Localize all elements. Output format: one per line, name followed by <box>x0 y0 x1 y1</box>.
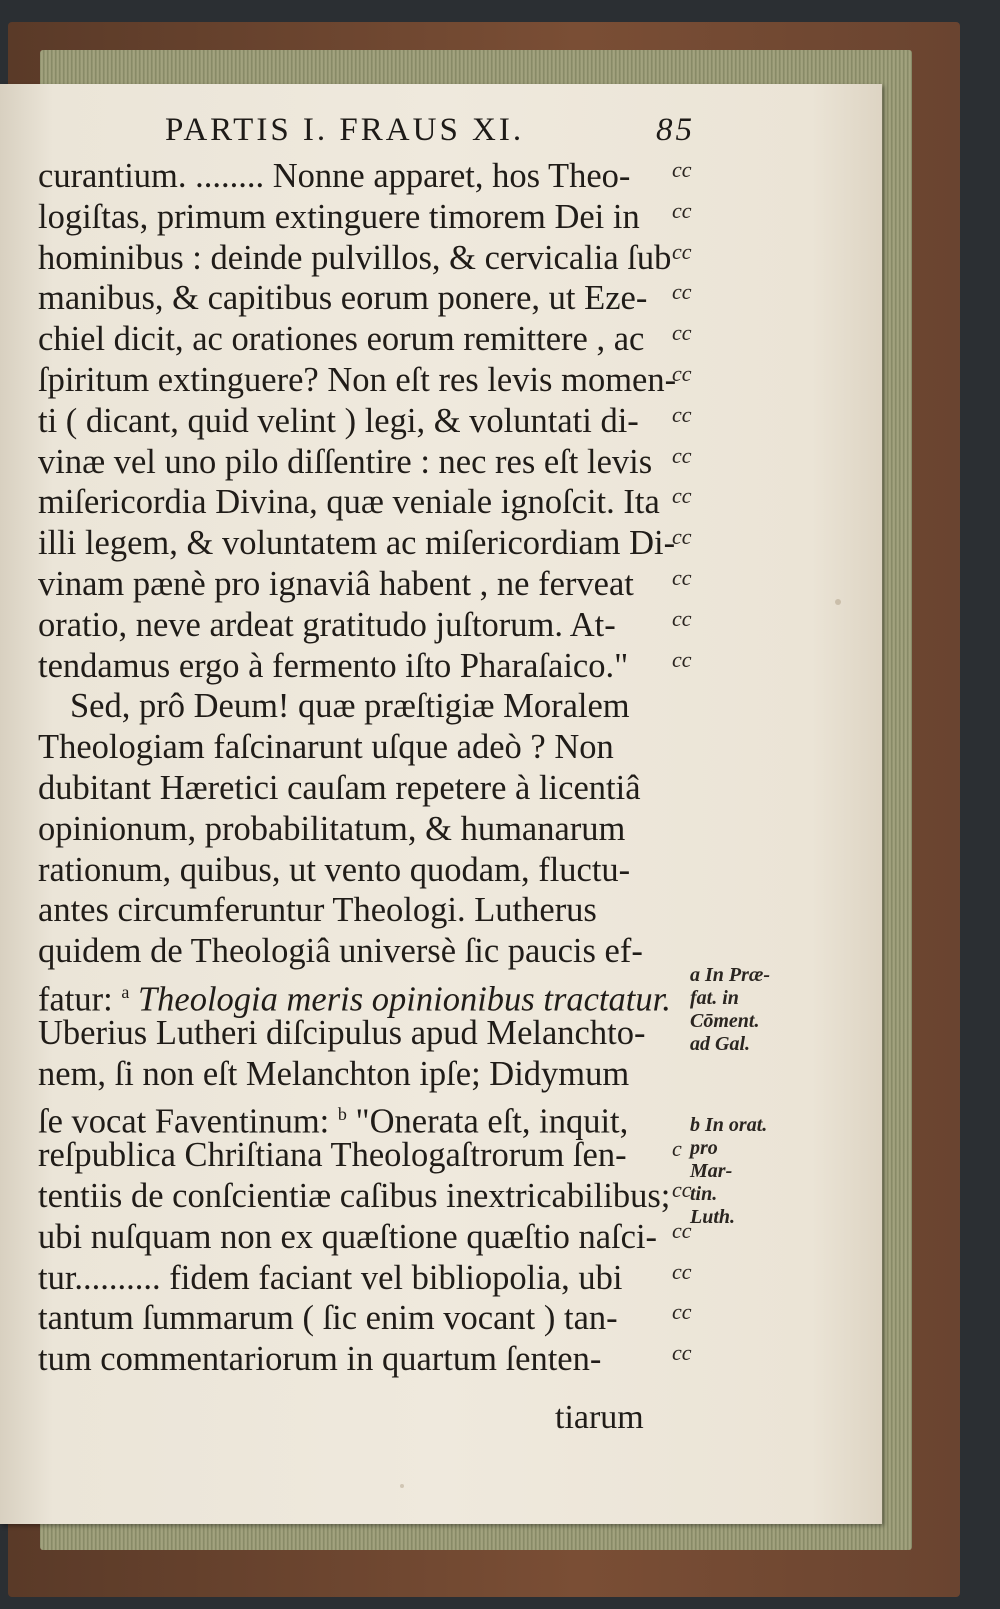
line-text: dubitant Hæretici cauſam repetere à licentiâ <box>38 768 641 807</box>
text-line <box>38 564 692 605</box>
text-line <box>38 1217 692 1258</box>
text-line <box>38 442 692 483</box>
line-text: tentiis de conſcientiæ caſibus inextricabilibus; <box>38 1176 671 1215</box>
quotation-mark: cc <box>672 483 692 509</box>
text-line <box>38 401 692 442</box>
line-text: ſe vocat Faventinum: <box>38 1102 330 1141</box>
body-text <box>38 156 692 1380</box>
margin-note-line: a In Præ- <box>690 964 771 986</box>
margin-note-line: b In orat. <box>690 1114 768 1136</box>
line-text: Theologiam faſcinarunt uſque adeò ? Non <box>38 728 614 767</box>
text-line <box>38 319 692 360</box>
margin-note-line: fat. in <box>690 987 739 1009</box>
line-text: manibus, & capitibus eorum ponere, ut Eze- <box>38 279 648 318</box>
text-line <box>38 197 692 238</box>
text-line <box>38 1339 692 1380</box>
page-number: 85 <box>656 112 695 148</box>
paper-spot <box>835 599 841 605</box>
text-line <box>38 931 676 972</box>
margin-note-line: pro <box>690 1137 718 1159</box>
margin-note-line: ad Gal. <box>690 1033 750 1055</box>
line-text: ſpiritum extinguere? Non eſt res levis momen- <box>38 360 677 399</box>
quotation-mark: c <box>672 1136 682 1162</box>
text-line <box>38 850 676 891</box>
quotation-mark: cc <box>672 646 692 672</box>
text-line <box>38 1258 692 1299</box>
text-line <box>38 1013 676 1054</box>
line-text: antes circumferuntur Theologi. Lutherus <box>38 891 597 930</box>
line-text: logiſtas, primum extinguere timorem Dei in <box>38 197 640 236</box>
text-line <box>38 1054 676 1095</box>
margin-note-a <box>690 964 800 1056</box>
quotation-mark: cc <box>672 564 692 590</box>
line-text: tendamus ergo à fermento iſto Pharaſaico." <box>38 646 629 685</box>
footnote-marker: b <box>337 1104 347 1125</box>
text-line <box>38 1176 692 1217</box>
line-text: curantium. ........ Nonne apparet, hos Theo- <box>38 157 631 195</box>
line-text: tur.......... fidem faciant vel bibliopolia, ubi <box>38 1258 623 1297</box>
text-line <box>38 727 676 768</box>
text-line <box>38 1135 682 1176</box>
catchword: tiarum <box>555 1399 644 1436</box>
line-text: fatur: <box>38 980 113 1019</box>
italic-quote: Theologia meris opinionibus tractatur. <box>137 980 671 1019</box>
margin-note-line: Mar- <box>690 1160 733 1182</box>
line-text: Sed, prô Deum! quæ præſtigiæ Moralem <box>70 687 630 726</box>
line-text: nem, ſi non eſt Melanchton ipſe; Didymum <box>38 1054 630 1093</box>
header-title: PARTIS I. FRAUS XI. <box>165 112 525 148</box>
line-text: miſericordia Divina, quæ veniale ignoſcit. Ita <box>38 483 660 522</box>
quotation-mark: cc <box>672 442 692 468</box>
text-line <box>38 1094 676 1141</box>
quotation-mark: cc <box>672 238 692 264</box>
text-line <box>38 278 692 319</box>
running-header <box>165 112 695 149</box>
margin-note-line: Cōment. <box>690 1010 760 1032</box>
text-line <box>38 360 692 401</box>
quotation-mark: cc <box>672 524 692 550</box>
line-text: chiel dicit, ac orationes eorum remittere , ac <box>38 320 645 359</box>
line-text: vinæ vel uno pilo diſſentire : nec res eſt levis <box>38 442 653 481</box>
line-text: tum commentariorum in quartum ſenten- <box>38 1340 602 1379</box>
text-line <box>38 809 676 850</box>
line-text: ubi nuſquam non ex quæſtione quæſtio naſci- <box>38 1217 658 1256</box>
margin-note-line: tin. <box>690 1183 718 1205</box>
quotation-mark: cc <box>672 320 692 346</box>
text-line <box>38 1298 692 1339</box>
quotation-mark: cc <box>672 1340 692 1366</box>
quotation-mark: cc <box>672 605 692 631</box>
line-text: reſpublica Chriſtiana Theologaſtrorum ſen- <box>38 1136 627 1175</box>
line-text: vinam pænè pro ignaviâ habent , ne ferveat <box>38 564 634 603</box>
text-line <box>38 523 692 564</box>
quotation-mark: cc <box>672 1217 692 1243</box>
text-line <box>38 768 676 809</box>
line-text: ti ( dicant, quid velint ) legi, & voluntati di- <box>38 401 639 440</box>
line-text: Uberius Lutheri diſcipulus apud Melanchto- <box>38 1013 646 1052</box>
line-text: rationum, quibus, ut vento quodam, fluctu- <box>38 850 631 889</box>
line-text: oratio, neve ardeat gratitudo juſtorum. At- <box>38 605 616 644</box>
paper-spot <box>400 1484 404 1488</box>
line-text: opinionum, probabilitatum, & humanarum <box>38 809 626 848</box>
quotation-mark: cc <box>672 1299 692 1325</box>
quotation-mark: cc <box>672 157 692 182</box>
text-line <box>38 686 676 727</box>
line-text: illi legem, & voluntatem ac miſericordiam Di- <box>38 524 676 563</box>
line-text: hominibus : deinde pulvillos, & cervicalia ſub <box>38 238 672 277</box>
book-page <box>0 84 882 1524</box>
text-line <box>38 238 692 279</box>
quotation-mark: cc <box>672 360 692 386</box>
quotation-mark: cc <box>672 197 692 223</box>
text-line <box>38 890 676 931</box>
text-line <box>38 972 676 1019</box>
text-line <box>38 605 692 646</box>
line-text-continued: "Onerata eſt, inquit, <box>355 1102 629 1141</box>
quotation-mark: cc <box>672 1176 692 1202</box>
footnote-marker: a <box>121 981 130 1002</box>
quotation-mark: cc <box>672 279 692 305</box>
quotation-mark: cc <box>672 1258 692 1284</box>
margin-note-b <box>690 1114 800 1229</box>
margin-note-line: Luth. <box>690 1206 736 1228</box>
text-line <box>38 156 692 197</box>
line-text: quidem de Theologiâ universè ſic paucis ef- <box>38 932 643 971</box>
text-line <box>38 482 692 523</box>
quotation-mark: cc <box>672 401 692 427</box>
line-text: tantum ſummarum ( ſic enim vocant ) tan- <box>38 1299 618 1338</box>
text-line <box>38 646 692 687</box>
